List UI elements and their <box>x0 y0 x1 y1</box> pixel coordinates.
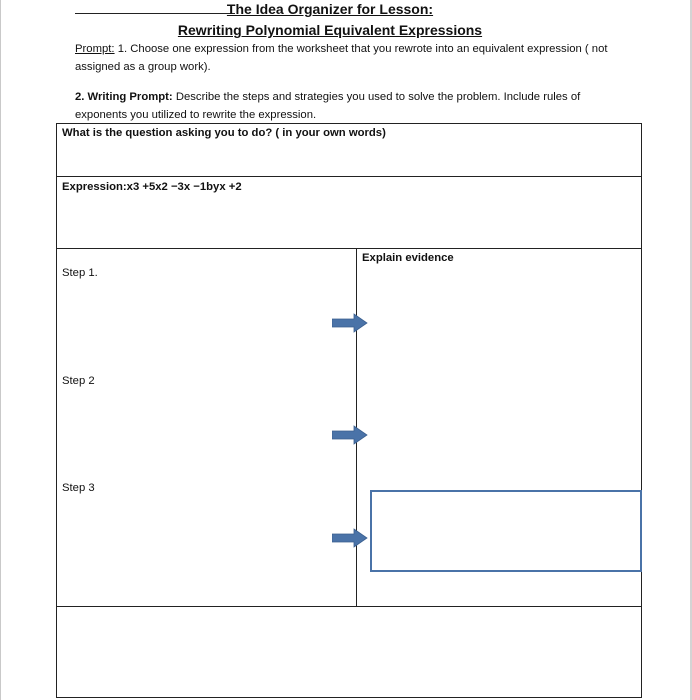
expression-label: Expression:x3 +5x2 −3x −1byx +2 <box>62 181 242 193</box>
steps-column[interactable] <box>56 248 357 607</box>
page-title: The Idea Organizer for Lesson: <box>226 1 434 17</box>
conclusion-box[interactable] <box>56 606 642 698</box>
prompt-2-text: Describe the steps and strategies you used to solve the problem. Include rules of exponents you utilized to rewrite the expression. <box>75 91 581 121</box>
question-box[interactable] <box>56 123 642 177</box>
right-arrow-icon <box>332 528 368 548</box>
explain-evidence-label: Explain evidence <box>362 252 454 264</box>
step-3-label: Step 3 <box>62 482 95 494</box>
prompt-2 <box>75 89 625 124</box>
prompt-1-text: 1. Choose one expression from the worksheet that you rewrote into an equivalent expression ( not assigned as a group work). <box>75 43 608 73</box>
prompt-2-label: 2. Writing Prompt: <box>75 91 173 103</box>
prompt-1-label: Prompt: <box>75 43 115 55</box>
step-1-label: Step 1. <box>62 267 98 279</box>
evidence-text-box[interactable] <box>370 490 642 572</box>
question-label: What is the question asking you to do? ( in your own words) <box>62 127 386 139</box>
prompt-1 <box>75 41 625 76</box>
step-2-label: Step 2 <box>62 375 95 387</box>
page-subtitle: Rewriting Polynomial Equivalent Expressions <box>177 22 483 38</box>
page-frame-left <box>0 0 1 700</box>
expression-box[interactable] <box>56 176 642 249</box>
right-arrow-icon <box>332 313 368 333</box>
right-arrow-icon <box>332 425 368 445</box>
